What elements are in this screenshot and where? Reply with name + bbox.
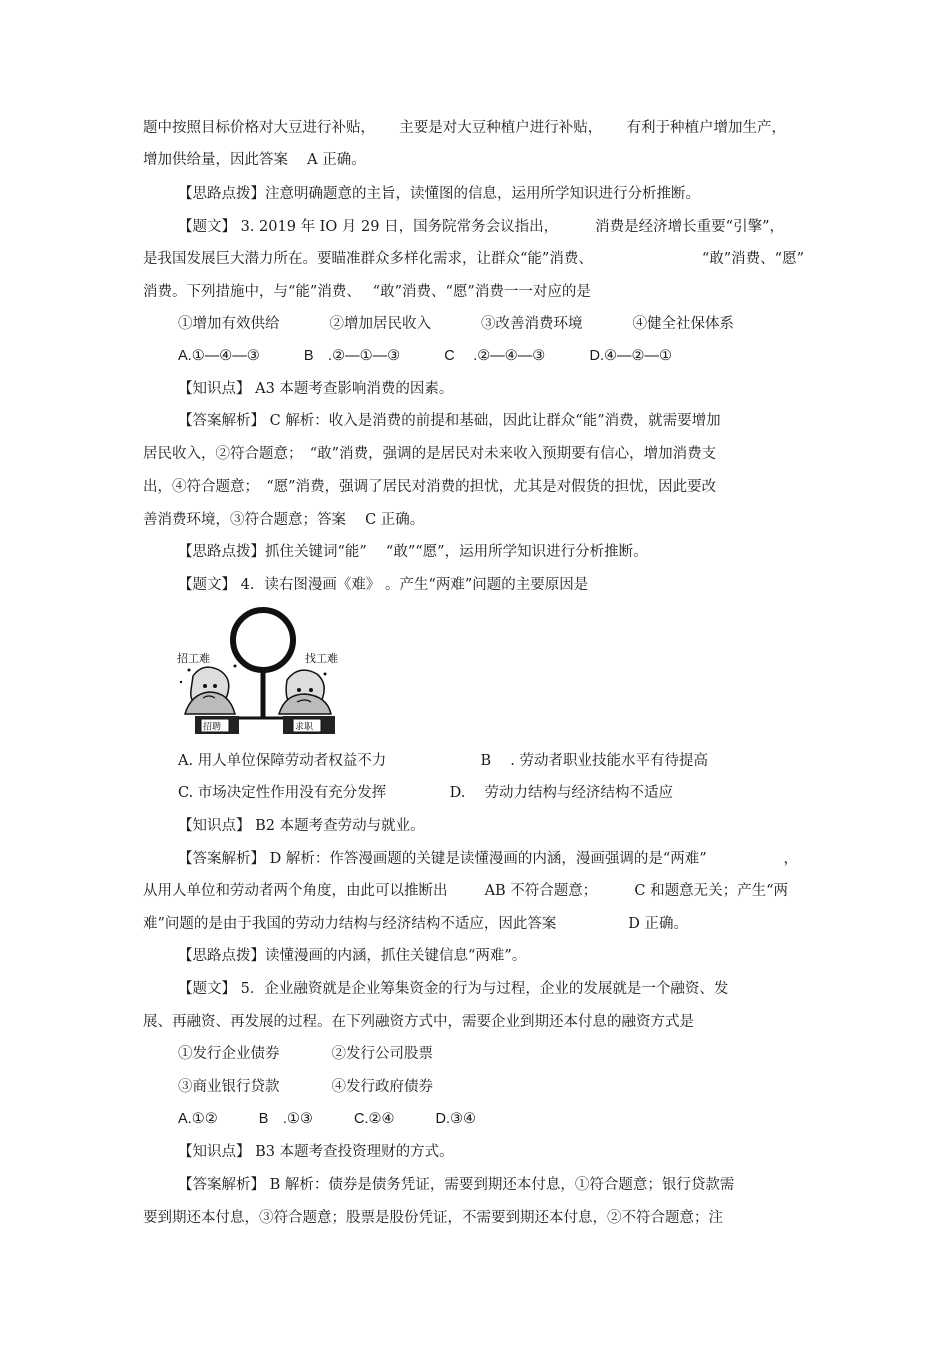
question-5-options: A.①② B .①③ C.②④ D.③④ (178, 1111, 476, 1127)
answer-analysis: 【答案解析】 C 解析：收入是消费的前提和基础，因此让群众“能”消费，就需要增加 (178, 413, 721, 429)
answer-analysis: 要到期还本付息，③符合题意；股票是股份凭证，不需要到期还本付息，②不符合题意；注 (143, 1210, 723, 1226)
question-3-stem: 是我国发展巨大潜力所在。要瞄准群众多样化需求，让群众“能”消费、 “敢”消费、“愿” (143, 251, 804, 267)
right-sign: 求职 (295, 722, 314, 733)
question-5-items: ③商业银行贷款 ④发行政府债券 (178, 1079, 433, 1095)
left-sign: 招聘 (203, 722, 222, 733)
answer-analysis: 【答案解析】 B 解析：债券是债务凭证，需要到期还本付息，①符合题意；银行贷款需 (178, 1177, 735, 1193)
question-4-stem: 【题文】 4．读右图漫画《难》 。产生“两难”问题的主要原因是 (178, 577, 589, 593)
answer-analysis: 居民收入，②符合题意； “敢”消费，强调的是居民对未来收入预期要有信心，增加消费支 (143, 446, 717, 462)
knowledge-point: 【知识点】 B3 本题考查投资理财的方式。 (178, 1144, 454, 1160)
hint-line: 【思路点拨】读懂漫画的内涵，抓住关键信息“两难”。 (178, 948, 527, 964)
question-4-options: C. 市场决定性作用没有充分发挥 D. 劳动力结构与经济结构不适应 (178, 785, 673, 801)
jobseeker-figure (279, 670, 331, 714)
left-caption: 招工难 (177, 652, 210, 665)
question-4-options: A. 用人单位保障劳动者权益不力 B . 劳动者职业技能水平有待提高 (178, 753, 708, 769)
answer-analysis: 善消费环境，③符合题意；答案 C 正确。 (143, 512, 425, 528)
question-5-stem: 【题文】 5．企业融资就是企业筹集资金的行为与过程，企业的发展就是一个融资、发 (178, 981, 729, 997)
question-5-items: ①发行企业债券 ②发行公司股票 (178, 1046, 433, 1062)
right-caption: 找工难 (305, 652, 338, 665)
question-3-stem: 消费。下列措施中，与“能”消费、 “敢”消费、“愿”消费一一对应的是 (143, 284, 591, 300)
cartoon-difficulty-image (175, 604, 340, 739)
answer-analysis: 出，④符合题意； “愿”消费，强调了居民对消费的担忧，尤其是对假货的担忧，因此要改 (143, 479, 717, 495)
hint-line: 【思路点拨】注意明确题意的主旨，读懂图的信息，运用所学知识进行分析推断。 (178, 186, 700, 202)
knowledge-point: 【知识点】 B2 本题考查劳动与就业。 (178, 818, 425, 834)
employer-figure (185, 667, 235, 714)
paragraph-line: 题中按照目标价格对大豆进行补贴， 主要是对大豆种植户进行补贴， 有利于种植户增加生产， (143, 120, 786, 136)
question-5-stem: 展、再融资、再发展的过程。在下列融资方式中，需要企业到期还本付息的融资方式是 (143, 1014, 694, 1030)
question-3-stem: 【题文】 3. 2019 年 IO 月 29 日，国务院常务会议指出， 消费是经济增长重要“引擎”， (178, 219, 784, 235)
answer-analysis: 从用人单位和劳动者两个角度，由此可以推断出 AB 不符合题意； C 和题意无关；产生“两 (143, 883, 788, 899)
knowledge-point: 【知识点】 A3 本题考查影响消费的因素。 (178, 381, 454, 397)
answer-analysis: 【答案解析】 D 解析：作答漫画题的关键是读懂漫画的内涵，漫画强调的是“两难” ， (178, 851, 798, 867)
question-3-options: A.①—④—③ B .②—①—③ C .②—④—③ D.④—②—① (178, 348, 672, 364)
answer-analysis: 难”问题的是由于我国的劳动力结构与经济结构不适应，因此答案 D 正确。 (143, 916, 688, 932)
paragraph-line: 增加供给量，因此答案 A 正确。 (143, 152, 366, 168)
question-3-items: ①增加有效供给 ②增加居民收入 ③改善消费环境 ④健全社保体系 (178, 316, 734, 332)
balance-ring (233, 610, 293, 670)
hint-line: 【思路点拨】抓住关键词“能” “敢”“愿”，运用所学知识进行分析推断。 (178, 544, 648, 560)
